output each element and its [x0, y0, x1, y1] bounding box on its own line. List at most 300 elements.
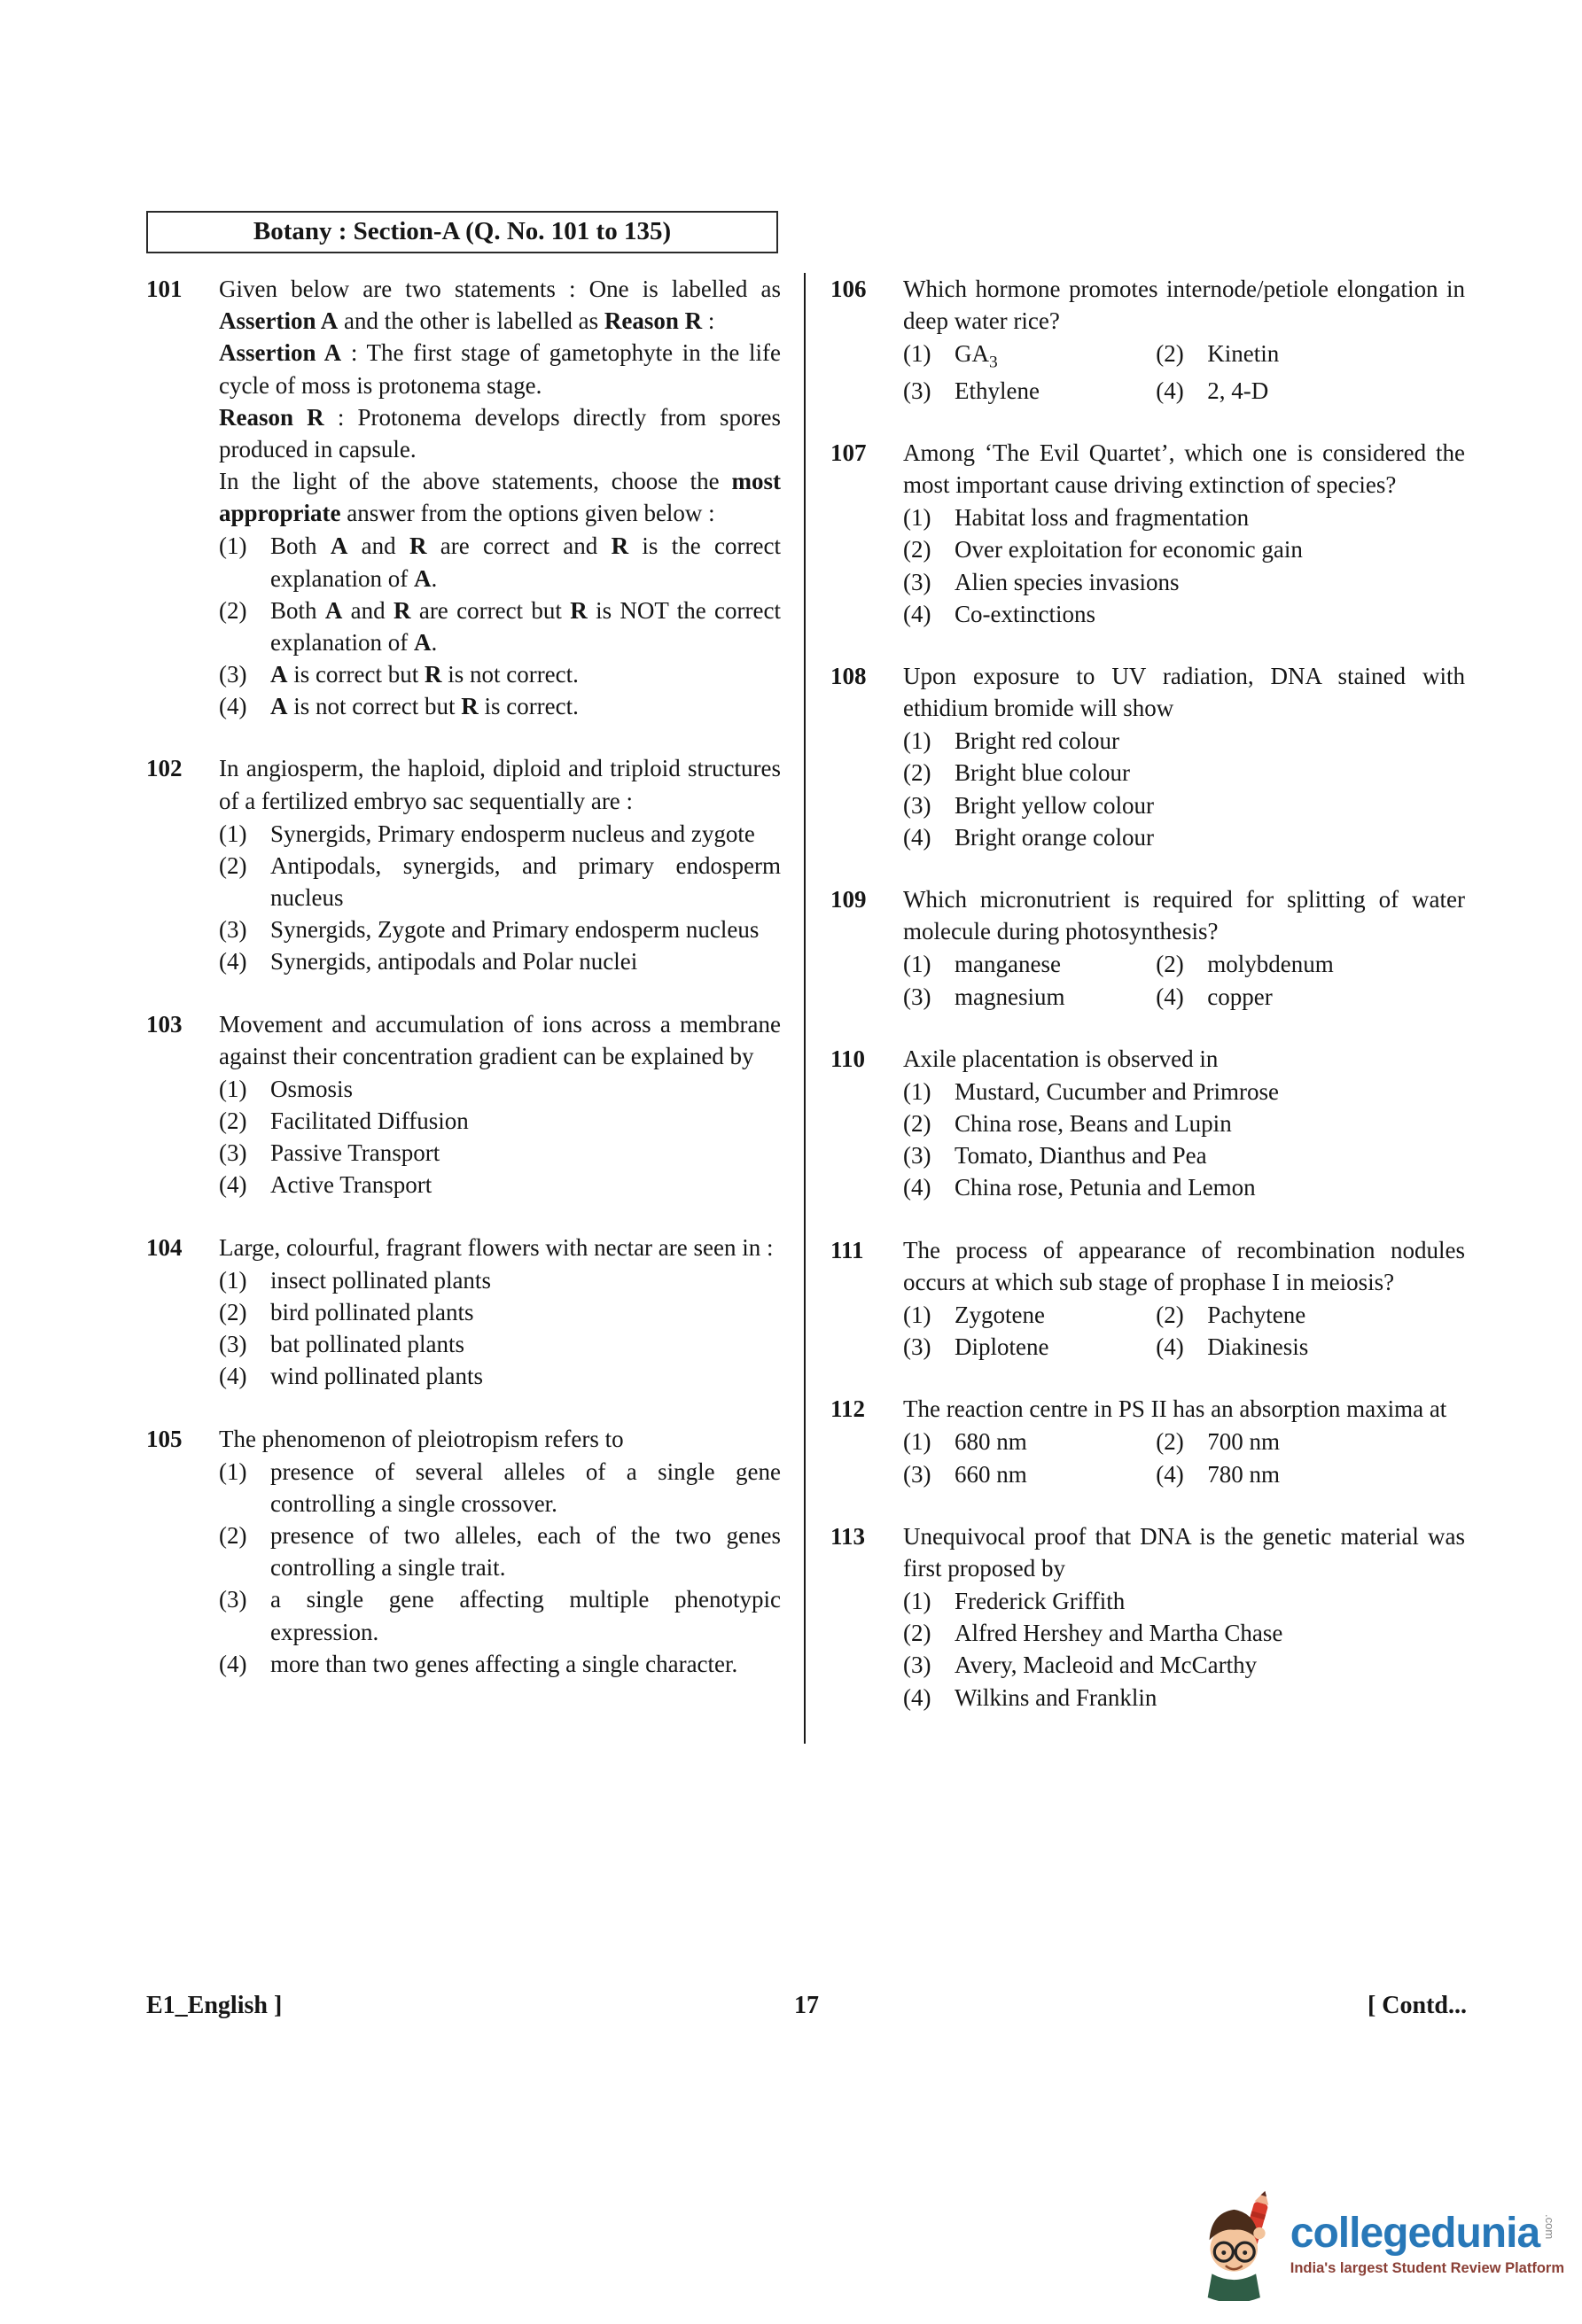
question-110: [830, 1043, 1465, 1204]
option-text: [270, 1264, 781, 1296]
text-segment: presence of two alleles, each of the two genes controlling a single trait.: [270, 1522, 781, 1582]
option-text: [955, 1682, 1465, 1714]
section-header: [146, 211, 778, 253]
option-text: [270, 1583, 781, 1647]
text-segment: Synergids, Primary endosperm nucleus and zygote: [270, 820, 755, 847]
option: [219, 1328, 781, 1360]
option: [903, 981, 1156, 1013]
question-text: [903, 273, 1465, 337]
text-segment: Osmosis: [270, 1075, 354, 1102]
option: [903, 375, 1156, 407]
option-text: [270, 1073, 781, 1105]
text-segment: Diplotene: [955, 1333, 1049, 1361]
question-112: [830, 1393, 1465, 1490]
text-segment: Habitat loss and fragmentation: [955, 504, 1250, 532]
options-list: [903, 338, 1465, 407]
option-label: (2): [219, 1522, 247, 1550]
question-text: [219, 337, 781, 400]
question-column-1: [146, 273, 781, 1744]
option: [903, 533, 1465, 565]
option: [903, 725, 1465, 757]
option: [1156, 981, 1465, 1013]
option: [1156, 338, 1465, 374]
option-label: (2): [1156, 1301, 1184, 1328]
option: [903, 338, 1156, 374]
option-text: [270, 1360, 781, 1392]
footer-booklet-code: E1_English ]: [146, 1992, 283, 2019]
option-text: [955, 1458, 1156, 1490]
option-text: [1207, 1331, 1465, 1363]
option: [903, 566, 1465, 598]
option: [903, 1617, 1465, 1649]
option-label: (4): [1156, 1460, 1184, 1488]
text-segment: R: [570, 596, 588, 624]
options-list: [219, 818, 781, 978]
question-text: [219, 1008, 781, 1072]
option-label: (1): [219, 820, 247, 847]
text-segment: most appropriate: [219, 468, 781, 527]
option: [219, 690, 781, 722]
question-107: [830, 437, 1465, 630]
text-segment: Ethylene: [955, 377, 1040, 404]
option-text: [1207, 375, 1465, 407]
option-label: (4): [903, 600, 931, 627]
option: [219, 945, 781, 977]
option: [219, 1648, 781, 1680]
logo-text-block: [1290, 2209, 1564, 2277]
option: [903, 501, 1465, 533]
text-segment: is correct but: [287, 661, 425, 688]
text-segment: 780 nm: [1207, 1460, 1281, 1488]
option: [219, 1169, 781, 1201]
option: [903, 1649, 1465, 1681]
option: [1156, 1426, 1465, 1457]
question-number: 112: [830, 1395, 866, 1423]
brand-name: collegedunia: [1290, 2209, 1540, 2257]
option-label: (1): [903, 1301, 931, 1328]
question-body: [219, 1423, 781, 1680]
text-segment: 700 nm: [1207, 1428, 1281, 1456]
text-segment: Diakinesis: [1207, 1333, 1309, 1361]
option-label: (4): [903, 1683, 931, 1711]
text-segment: bat pollinated plants: [270, 1331, 464, 1358]
footer-contd-label: [ Contd...: [1367, 1992, 1467, 2019]
question-text: [219, 1423, 781, 1455]
text-segment: wind pollinated plants: [270, 1363, 483, 1390]
text-segment: Which hormone promotes internode/petiole elongation in deep water rice?: [903, 276, 1465, 335]
option: [903, 1139, 1465, 1171]
text-segment: Tomato, Dianthus and Pea: [955, 1142, 1207, 1170]
text-segment: Among ‘The Evil Quartet’, which one is considered the most important cause driving extinction of species?: [903, 439, 1465, 499]
options-list: [903, 501, 1465, 630]
text-segment: The process of appearance of recombination nodules occurs at which sub stage of prophase I in meiosis?: [903, 1236, 1465, 1295]
text-segment: Unequivocal proof that DNA is the genetic material was first proposed by: [903, 1522, 1465, 1582]
option: [903, 821, 1465, 853]
option: [219, 1583, 781, 1647]
option-text: [955, 375, 1156, 407]
text-segment: A: [270, 661, 288, 688]
question-text: [903, 1393, 1465, 1425]
text-segment: GA: [955, 340, 989, 368]
option-label: (1): [903, 951, 931, 978]
question-body: [903, 1043, 1465, 1204]
option-text: [955, 725, 1465, 757]
option-label: (3): [903, 983, 931, 1010]
option-label: (4): [1156, 377, 1184, 404]
text-segment: R: [394, 596, 411, 624]
text-segment: and the other is labelled as: [338, 307, 604, 335]
text-segment: manganese: [955, 951, 1061, 978]
option-label: (3): [903, 791, 931, 819]
text-segment: Facilitated Diffusion: [270, 1108, 469, 1135]
option-text: [1207, 1458, 1465, 1490]
option: [219, 658, 781, 690]
option-text: [955, 1139, 1465, 1171]
text-segment: A: [413, 564, 432, 592]
text-segment: Co-extinctions: [955, 600, 1095, 627]
brand-tagline: India's largest Student Review Platform: [1290, 2259, 1564, 2276]
option-text: [955, 533, 1465, 565]
option-label: (4): [903, 823, 931, 851]
option-text: [270, 913, 781, 945]
option: [903, 1171, 1465, 1203]
text-segment: Reason R: [219, 403, 324, 431]
text-segment: more than two genes affecting a single character.: [270, 1650, 738, 1677]
options-list: [219, 1264, 781, 1393]
option-label: (2): [219, 851, 247, 879]
option-text: [270, 658, 781, 690]
question-number: 105: [146, 1425, 183, 1452]
option-label: (3): [219, 1331, 247, 1358]
option-label: (2): [219, 1108, 247, 1135]
option-text: [270, 945, 781, 977]
option-label: (1): [903, 1428, 931, 1456]
question-106: [830, 273, 1465, 407]
text-segment: Pachytene: [1207, 1301, 1306, 1328]
text-segment: is NOT the correct explanation of: [270, 596, 781, 656]
section-title: Botany : Section-A (Q. No. 101 to 135): [253, 217, 672, 245]
option-label: (2): [1156, 340, 1184, 368]
text-segment: Synergids, antipodals and Polar nuclei: [270, 948, 638, 975]
question-body: [903, 273, 1465, 407]
question-text: [903, 883, 1465, 947]
option: [219, 1073, 781, 1105]
option-text: [955, 501, 1465, 533]
option-text: [955, 757, 1465, 789]
text-segment: A: [330, 532, 348, 560]
question-104: [146, 1232, 781, 1393]
option-label: (3): [219, 1139, 247, 1167]
option-label: (2): [903, 1110, 931, 1138]
option-label: (1): [903, 1077, 931, 1105]
text-segment: Upon exposure to UV radiation, DNA stained with ethidium bromide will show: [903, 662, 1465, 722]
option: [1156, 1331, 1465, 1363]
question-number: 107: [830, 439, 867, 466]
text-segment: Large, colourful, fragrant flowers with nectar are seen in :: [219, 1233, 774, 1261]
option-label: (4): [219, 948, 247, 975]
text-segment: Both: [270, 532, 331, 560]
options-list: [219, 1456, 781, 1680]
text-segment: Reason R: [604, 307, 703, 335]
text-segment: .: [431, 628, 438, 656]
option-text: [270, 1137, 781, 1169]
option-label: (2): [903, 759, 931, 787]
text-segment: :: [702, 307, 715, 335]
text-segment: Axile placentation is observed in: [903, 1045, 1219, 1072]
option-text: [1207, 338, 1465, 374]
option-text: [955, 981, 1156, 1013]
option-label: (1): [903, 504, 931, 532]
text-segment: The reaction centre in PS II has an absorption maxima at: [903, 1395, 1447, 1423]
text-segment: Assertion A: [219, 339, 342, 367]
text-segment: In the light of the above statements, choose the: [219, 468, 732, 495]
question-body: [903, 1520, 1465, 1714]
option-text: [270, 1296, 781, 1328]
option-text: [955, 821, 1465, 853]
option: [219, 1137, 781, 1169]
question-body: [903, 1234, 1465, 1364]
option-text: [955, 1617, 1465, 1649]
question-body: [903, 437, 1465, 630]
option: [219, 818, 781, 850]
question-113: [830, 1520, 1465, 1714]
option-text: [955, 789, 1465, 821]
text-segment: R: [409, 532, 427, 560]
option-text: [955, 1171, 1465, 1203]
page-footer: [146, 1992, 1467, 2020]
text-segment: Passive Transport: [270, 1139, 440, 1167]
option-text: [270, 1328, 781, 1360]
option: [219, 1360, 781, 1392]
text-segment: 2, 4-D: [1207, 377, 1269, 404]
option-label: (2): [219, 1298, 247, 1325]
option: [903, 1585, 1465, 1617]
text-segment: 3: [989, 353, 998, 372]
option-text: [955, 338, 1156, 374]
question-text: [219, 1232, 781, 1263]
option: [219, 850, 781, 913]
question-number: 102: [146, 755, 183, 782]
option-text: [955, 598, 1465, 630]
text-segment: R: [461, 693, 479, 720]
option-text: [1207, 1299, 1465, 1331]
text-segment: Avery, Macleoid and McCarthy: [955, 1652, 1258, 1679]
option: [1156, 1299, 1465, 1331]
text-segment: a single gene affecting multiple phenotypic expression.: [270, 1586, 781, 1645]
text-segment: Over exploitation for economic gain: [955, 536, 1303, 564]
option: [903, 598, 1465, 630]
option-label: (1): [903, 1588, 931, 1615]
question-body: [903, 1393, 1465, 1490]
option: [219, 1520, 781, 1583]
question-body: [219, 1232, 781, 1393]
text-segment: Bright red colour: [955, 727, 1119, 755]
question-105: [146, 1423, 781, 1680]
text-segment: R: [611, 532, 629, 560]
page-content: [146, 211, 1467, 1744]
question-number: 109: [830, 886, 867, 913]
text-segment: is not correct.: [441, 661, 579, 688]
option-text: [270, 1105, 781, 1137]
option-label: (4): [1156, 1333, 1184, 1361]
option: [903, 1299, 1156, 1331]
option: [903, 948, 1156, 980]
option-label: (4): [219, 1650, 247, 1677]
option-text: [270, 850, 781, 913]
option-text: [955, 1649, 1465, 1681]
option: [219, 1264, 781, 1296]
brand-domain-suffix: .com: [1543, 2213, 1557, 2239]
question-column-2: [830, 273, 1465, 1744]
option: [219, 1105, 781, 1137]
option: [903, 1682, 1465, 1714]
option: [1156, 375, 1465, 407]
option: [903, 1331, 1156, 1363]
text-segment: Movement and accumulation of ions across a membrane against their concentration gradient can be explained by: [219, 1010, 781, 1069]
options-list: [903, 948, 1465, 1012]
question-109: [830, 883, 1465, 1013]
option-text: [1207, 981, 1465, 1013]
footer-page-number: 17: [793, 1992, 819, 2019]
option-label: (2): [1156, 1428, 1184, 1456]
text-segment: Given below are two statements : One is labelled as: [219, 276, 781, 302]
text-segment: Active Transport: [270, 1171, 433, 1199]
option: [219, 1296, 781, 1328]
brand-row: [1290, 2209, 1564, 2257]
text-segment: China rose, Beans and Lupin: [955, 1110, 1232, 1138]
options-list: [903, 1426, 1465, 1489]
options-list: [903, 725, 1465, 853]
question-number: 113: [830, 1522, 866, 1550]
option-text: [955, 948, 1156, 980]
option-text: [270, 1520, 781, 1583]
option-label: (4): [219, 1363, 247, 1390]
question-number: 111: [830, 1236, 864, 1263]
question-number: 110: [830, 1045, 866, 1072]
option-text: [270, 1169, 781, 1201]
question-body: [903, 883, 1465, 1013]
text-segment: and: [347, 532, 409, 560]
option-label: (4): [1156, 983, 1184, 1010]
options-list: [903, 1076, 1465, 1204]
option-text: [270, 1456, 781, 1520]
option-label: (3): [903, 1333, 931, 1361]
text-segment: magnesium: [955, 983, 1065, 1010]
options-list: [219, 530, 781, 722]
question-body: [219, 273, 781, 722]
option-label: (1): [219, 1075, 247, 1102]
option: [903, 1076, 1465, 1108]
text-segment: China rose, Petunia and Lemon: [955, 1174, 1256, 1201]
text-segment: : Protonema develops directly from spores produced in capsule.: [219, 403, 781, 462]
text-segment: molybdenum: [1207, 951, 1334, 978]
text-segment: is the correct explanation of: [270, 532, 781, 592]
text-segment: A: [413, 628, 432, 656]
text-segment: Mustard, Cucumber and Primrose: [955, 1077, 1279, 1105]
option-text: [270, 595, 781, 658]
option-text: [955, 1585, 1465, 1617]
option-label: (2): [903, 536, 931, 564]
option-text: [270, 690, 781, 722]
text-segment: Synergids, Zygote and Primary endosperm nucleus: [270, 916, 760, 944]
option-label: (2): [1156, 951, 1184, 978]
option: [1156, 1458, 1465, 1490]
option: [219, 1456, 781, 1520]
text-segment: is correct.: [478, 693, 579, 720]
text-segment: Bright blue colour: [955, 759, 1130, 787]
collegedunia-mascot-icon: [1196, 2188, 1282, 2301]
option-label: (4): [903, 1174, 931, 1201]
question-text: [903, 1234, 1465, 1298]
option-text: [955, 1299, 1156, 1331]
question-text: [903, 437, 1465, 501]
option-label: (3): [219, 1586, 247, 1613]
option-label: (1): [219, 1266, 247, 1294]
option-text: [955, 1426, 1156, 1457]
question-body: [219, 752, 781, 977]
text-segment: presence of several alleles of a single gene controlling a single crossover.: [270, 1457, 781, 1517]
option-label: (3): [219, 916, 247, 944]
question-columns: [146, 273, 1467, 1744]
option: [219, 913, 781, 945]
text-segment: Both: [270, 596, 325, 624]
text-segment: .: [431, 564, 438, 592]
question-number: 101: [146, 276, 183, 302]
option-text: [270, 530, 781, 594]
text-segment: bird pollinated plants: [270, 1298, 474, 1325]
question-number: 106: [830, 276, 867, 302]
text-segment: Bright yellow colour: [955, 791, 1154, 819]
option-label: (4): [219, 693, 247, 720]
column-divider: [804, 273, 806, 1744]
question-text: [219, 465, 781, 529]
option-label: (1): [219, 532, 247, 560]
question-108: [830, 660, 1465, 853]
text-segment: insect pollinated plants: [270, 1266, 491, 1294]
text-segment: A: [270, 693, 288, 720]
option-label: (3): [903, 1652, 931, 1679]
option-label: (3): [219, 661, 247, 688]
question-number: 108: [830, 662, 867, 689]
option-label: (1): [903, 727, 931, 755]
options-list: [219, 1073, 781, 1201]
option-text: [1207, 1426, 1465, 1457]
question-body: [219, 1008, 781, 1201]
collegedunia-logo: [1196, 2188, 1564, 2301]
text-segment: A: [324, 596, 343, 624]
question-text: [903, 1043, 1465, 1075]
option: [219, 595, 781, 658]
option-text: [955, 1108, 1465, 1139]
text-segment: copper: [1207, 983, 1273, 1010]
question-text: [219, 752, 781, 816]
option: [903, 1108, 1465, 1139]
option-label: (2): [903, 1620, 931, 1647]
text-segment: R: [424, 661, 442, 688]
option-label: (2): [219, 596, 247, 624]
text-segment: Assertion A: [219, 307, 339, 335]
text-segment: Zygotene: [955, 1301, 1045, 1328]
option-label: (4): [219, 1171, 247, 1199]
question-text: [903, 1520, 1465, 1584]
question-103: [146, 1008, 781, 1201]
text-segment: : The first stage of gametophyte in the life cycle of moss is protonema stage.: [219, 339, 782, 399]
text-segment: Alien species invasions: [955, 568, 1180, 595]
option-text: [1207, 948, 1465, 980]
text-segment: Antipodals, synergids, and primary endosperm nucleus: [270, 851, 781, 912]
text-segment: is not correct but: [287, 693, 462, 720]
option-text: [270, 1648, 781, 1680]
